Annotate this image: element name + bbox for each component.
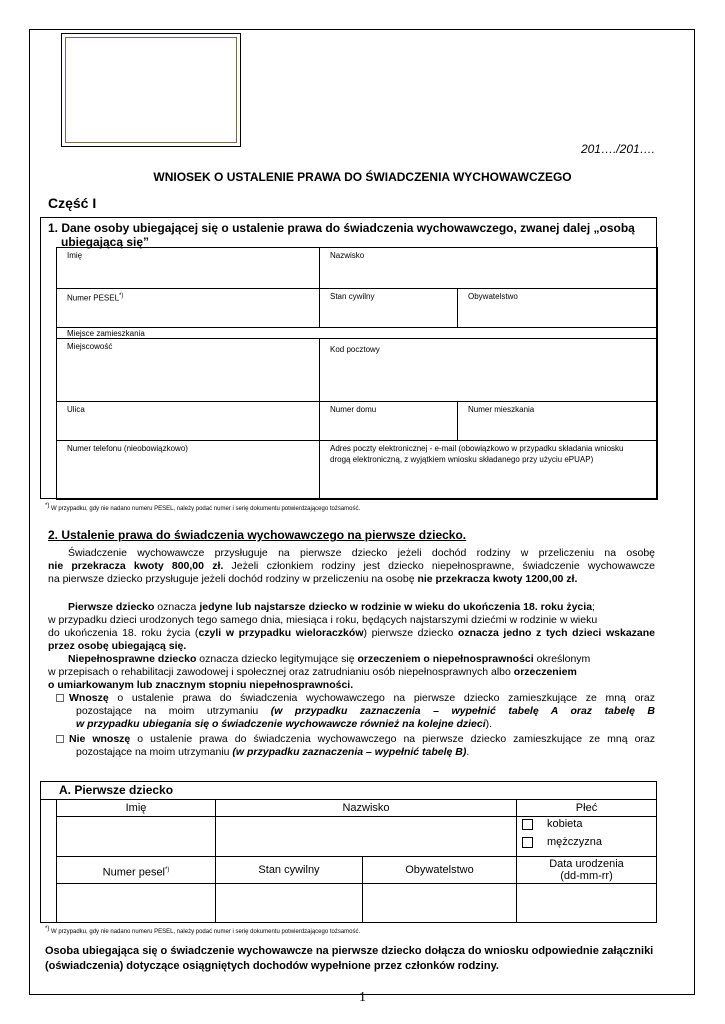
option-nie-wnosze[interactable]: Nie wnoszę o ustalenie prawa do świadczenia wychowawczego na pierwsze dziecko zamieszkujące ze mną oraz pozostające na moim utrzymaniu (w przypadku zaznaczenia – wypełnić tabelę B). <box>56 733 655 759</box>
input-data-urodzenia[interactable] <box>516 883 657 923</box>
col-imie: Imię <box>56 799 216 817</box>
table-a-grid <box>56 799 657 923</box>
section1-footnote: *) W przypadku, gdy nie nadano numeru PESEL, należy podać numer i serię dokumentu potwierdzającego tożsamość. <box>45 503 361 512</box>
input-imie[interactable] <box>56 816 216 857</box>
section2-heading: 2. Ustalenie prawa do świadczenia wychowawczego na pierwsze dziecko. <box>48 528 467 542</box>
part-heading: Część I <box>48 195 97 211</box>
field-numer-mieszkania[interactable]: Numer mieszkania <box>457 401 658 441</box>
option-kobieta[interactable]: kobieta <box>522 818 656 830</box>
input-obywatelstwo[interactable] <box>362 883 517 923</box>
mezczyzna-checkbox[interactable] <box>522 837 533 848</box>
first-child-definition: Pierwsze dziecko oznacza jedyne lub najstarsze dziecko w rodzinie w wieku do ukończenia 18. roku życia; w przypadku dzieci urodzonych tego samego dnia, miesiąca i roku, będących najstarszymi dziećmi w rodzinie w wieku do ukończenia 18. roku życia (czyli w przypadku wieloraczków) pierwsze dziecko oznacza jedno z tych dzieci wskazane przez osobę ubiegającą się. <box>48 601 656 652</box>
input-nazwisko[interactable] <box>215 816 517 857</box>
col-pesel: Numer pesel*) <box>56 856 216 884</box>
table-a-footnote: *) W przypadku, gdy nie nadano numeru PESEL, należy podać numer i serię dokumentu potwierdzającego tożsamość. <box>45 926 361 935</box>
disabled-child-definition: Niepełnosprawne dziecko oznacza dziecko legitymujące się orzeczeniem o niepełnosprawności określonym w przepisach o rehabilitacji zawodowej i społecznej oraz zatrudnianiu osób niepełnosprawnych albo orzeczeniem o umiarkowanym lub znacznym stopniu niepełnosprawności. <box>48 653 591 691</box>
col-nazwisko: Nazwisko <box>215 799 517 817</box>
applicant-data-grid <box>56 247 658 500</box>
field-email[interactable]: Adres poczty elektronicznej - e-mail (obowiązkowo w przypadku składania wniosku drogą elektroniczną, z wyjątkiem wniosku składanego przy użyciu ePUAP) <box>319 440 658 500</box>
office-stamp-box <box>61 33 241 147</box>
field-miejscowosc[interactable]: Miejscowość <box>56 338 320 402</box>
label-miejsce-zamieszkania: Miejsce zamieszkania <box>56 327 658 339</box>
field-telefon[interactable]: Numer telefonu (nieobowiązkowo) <box>56 440 320 500</box>
section1-heading: 1. Dane osoby ubiegającej się o ustalenie prawa do świadczenia wychowawczego, zwanej dalej „osobą ubiegającą się” <box>48 221 635 249</box>
option-wnosze[interactable]: Wnoszę o ustalenie prawa do świadczenia wychowawczego na pierwsze dziecko zamieszkujące ze mną oraz pozostające na moim utrzymaniu (w przypadku zaznaczenia – wypełnić tabelę A oraz tabelę B w przypadku ubiegania się o świadczenie wychowawcze również na kolejne dzieci). <box>56 692 655 731</box>
col-plec: Płeć <box>516 799 657 817</box>
table-a-heading: A. Pierwsze dziecko <box>40 781 657 800</box>
income-criteria-paragraph: Świadczenie wychowawcze przysługuje na pierwsze dziecko jeżeli dochód rodziny w przeliczeniu na osobę nie przekracza kwoty 800,00 zł. Jeżeli członkiem rodziny jest dziecko niepełnosprawne, świadczenie wychowawcze na pierwsze dziecko przysługuje jeżeli dochód rodziny w przeliczeniu na osobę nie przekracza kwoty 1200,00 zł. <box>48 547 655 585</box>
field-obywatelstwo[interactable]: Obywatelstwo <box>457 288 658 328</box>
option-wnosze-checkbox[interactable] <box>56 694 64 702</box>
input-pesel[interactable] <box>56 883 216 923</box>
field-nazwisko[interactable]: Nazwisko <box>319 247 658 289</box>
field-numer-domu[interactable]: Numer domu <box>319 401 458 441</box>
input-plec <box>516 816 657 857</box>
field-stan-cywilny[interactable]: Stan cywilny <box>319 288 458 328</box>
closing-note: Osoba ubiegająca się o świadczenie wychowawcze na pierwsze dziecko dołącza do wniosku odpowiednie załączniki (oświadczenia) dotyczące osiągniętych dochodów wypełnione przez członków rodziny. <box>45 945 654 972</box>
field-kod-pocztowy[interactable]: Kod pocztowy <box>319 338 658 402</box>
col-stan-cywilny: Stan cywilny <box>215 856 363 884</box>
input-stan-cywilny[interactable] <box>215 883 363 923</box>
col-obywatelstwo: Obywatelstwo <box>362 856 517 884</box>
kobieta-checkbox[interactable] <box>522 819 533 830</box>
page-number: 1 <box>359 990 366 1005</box>
form-title: WNIOSEK O USTALENIE PRAWA DO ŚWIADCZENIA WYCHOWAWCZEGO <box>153 170 572 184</box>
field-imie[interactable]: Imię <box>56 247 320 289</box>
date-field[interactable]: 201…./201…. <box>580 142 655 156</box>
field-pesel[interactable]: Numer PESEL*) <box>56 288 320 328</box>
col-data-urodzenia: Data urodzenia (dd-mm-rr) <box>516 856 657 884</box>
field-ulica[interactable]: Ulica <box>56 401 320 441</box>
option-mezczyzna[interactable]: mężczyzna <box>522 836 656 848</box>
option-nie-wnosze-checkbox[interactable] <box>56 735 64 743</box>
